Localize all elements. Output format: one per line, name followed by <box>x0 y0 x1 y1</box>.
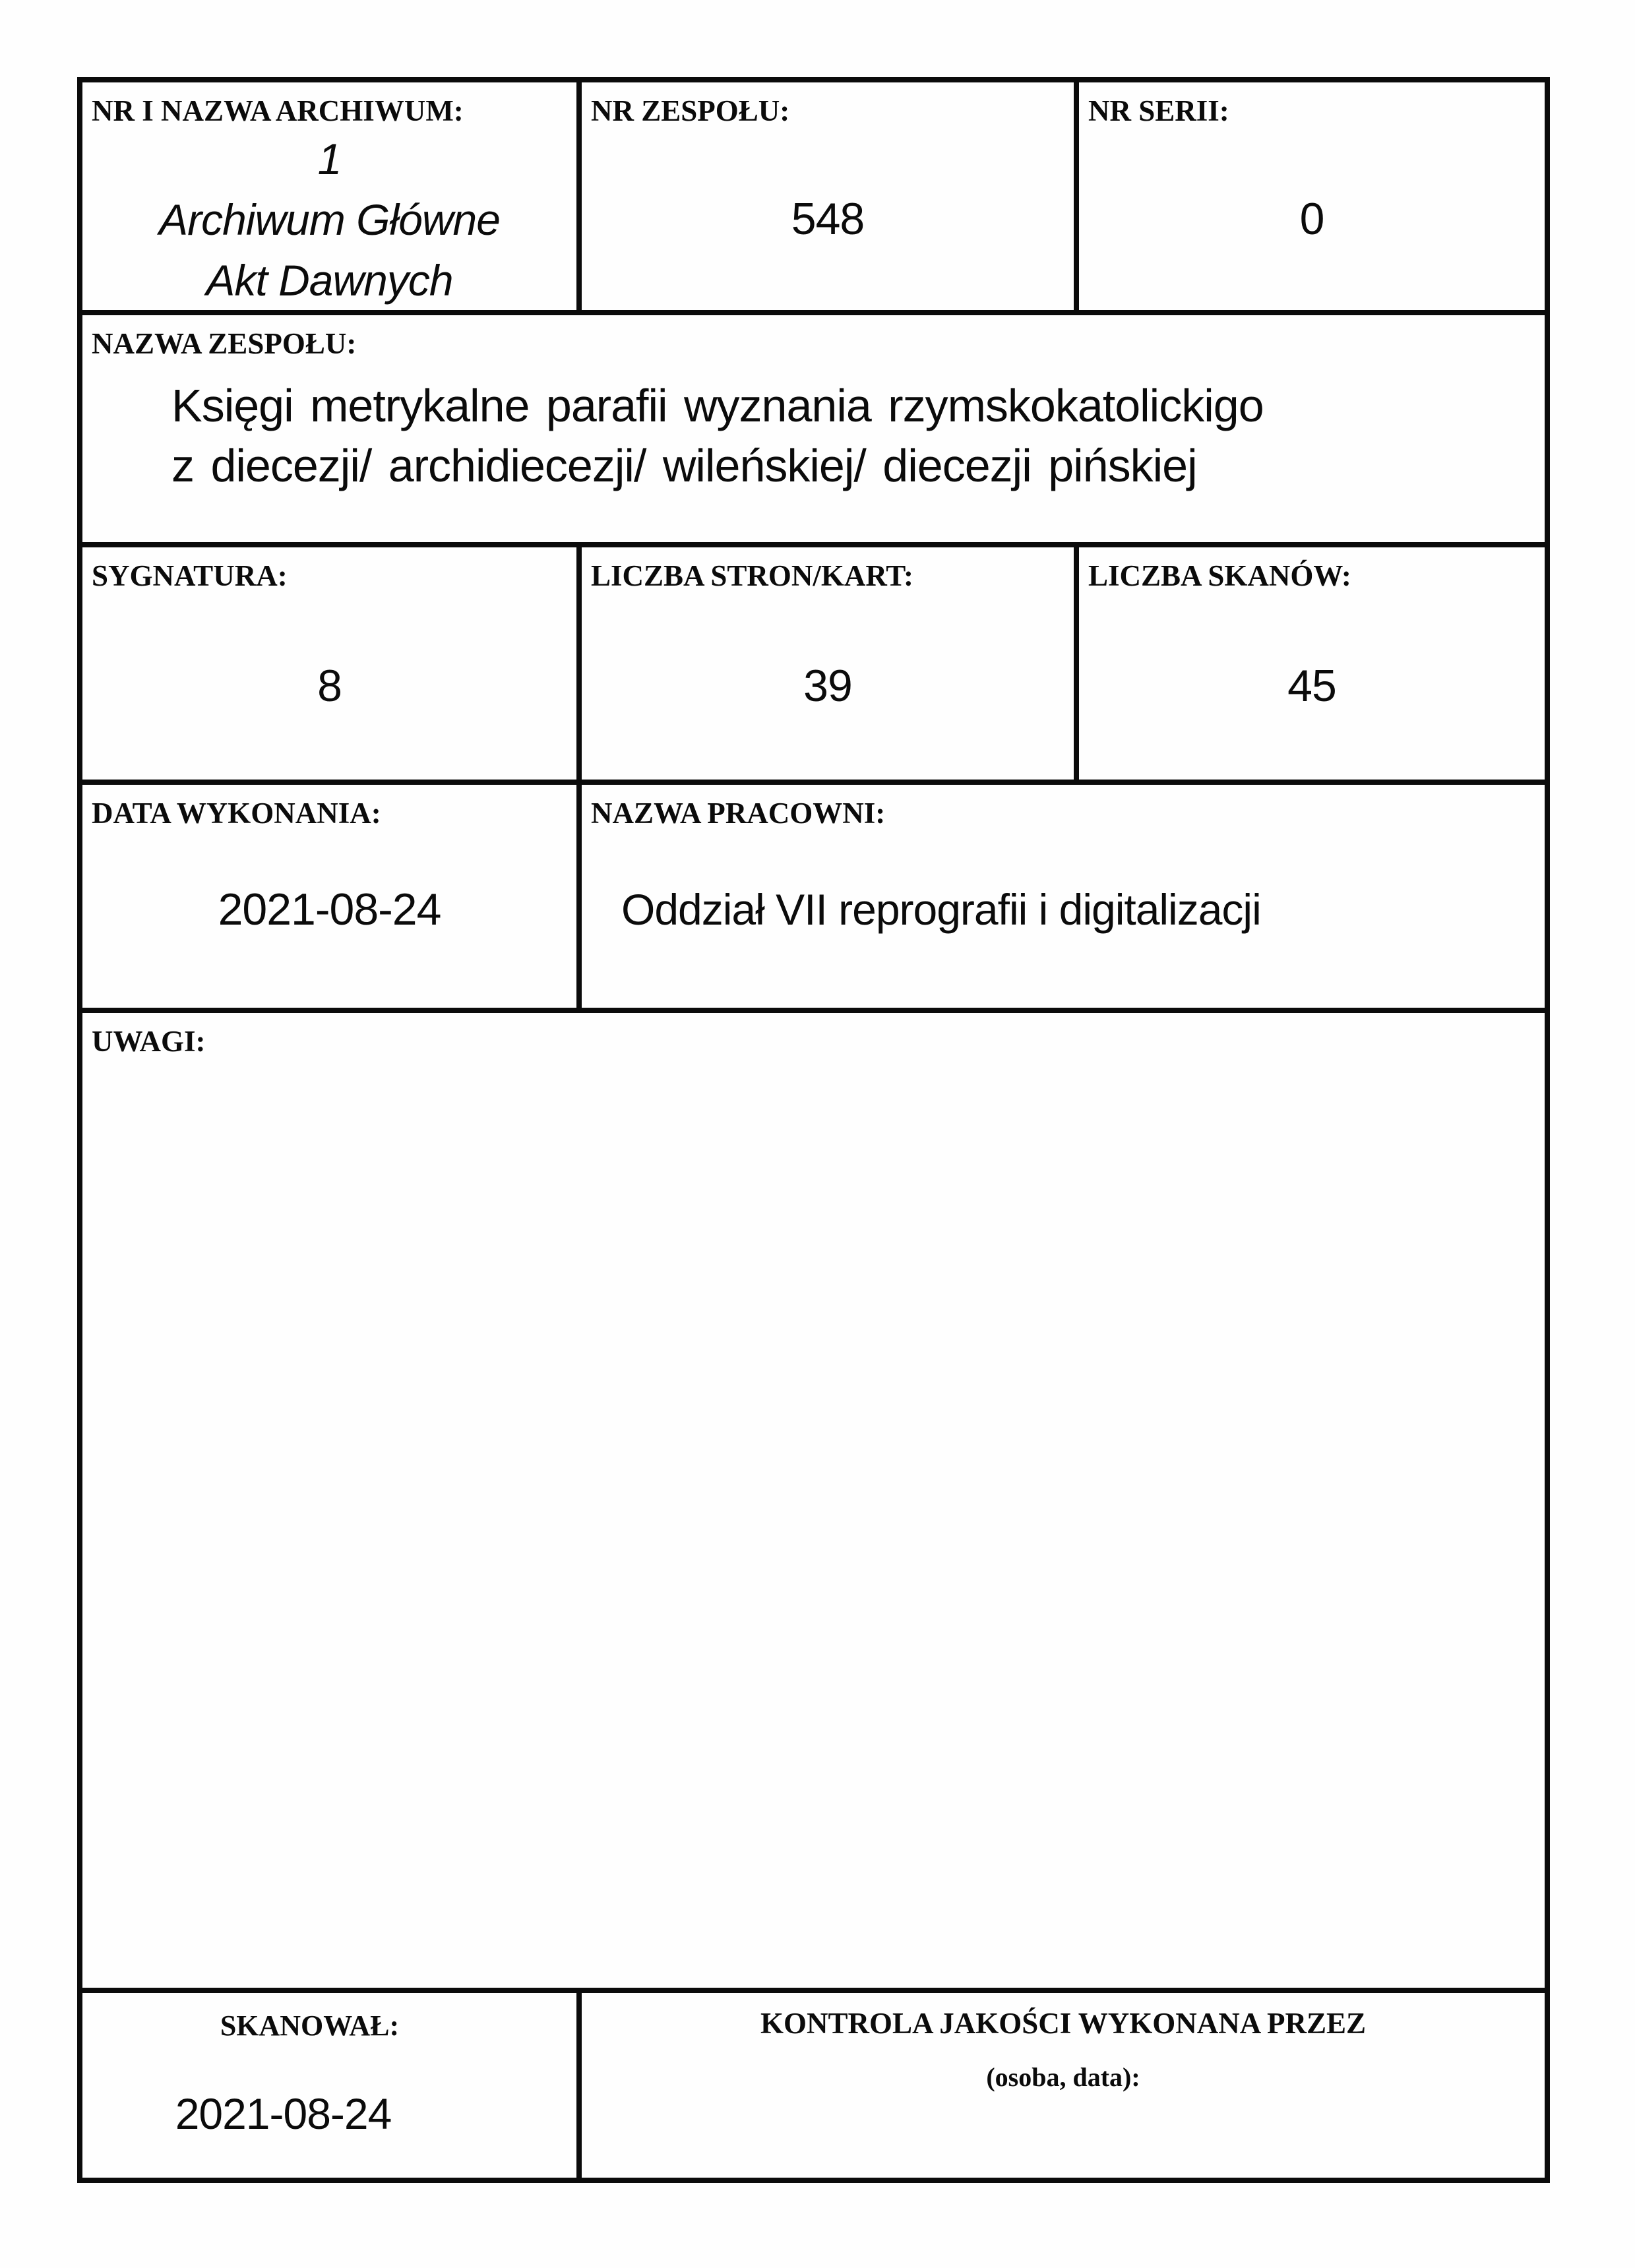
archive-label: NR I NAZWA ARCHIWUM: <box>92 94 464 127</box>
cell-workshop <box>576 785 1545 1008</box>
cell-fonds-number <box>576 82 1074 310</box>
notes-label: UWAGI: <box>92 1025 206 1058</box>
cell-execution-date <box>82 785 576 1008</box>
cell-fonds-name <box>82 315 1545 542</box>
cell-scans-count <box>1074 547 1545 780</box>
pages-count-label: LICZBA STRON/KART: <box>591 559 913 592</box>
workshop-value: Oddział VII reprografii i digitalizacji <box>621 884 1261 934</box>
cell-signature <box>82 547 576 780</box>
archive-name-line2: Akt Dawnych <box>206 255 453 305</box>
cell-quality-control <box>576 1993 1545 2178</box>
row-scan-qc <box>82 1993 1545 2178</box>
fonds-name-text <box>82 361 1545 496</box>
fonds-name-label: NAZWA ZESPOŁU: <box>92 327 357 360</box>
cell-pages-count <box>576 547 1074 780</box>
cell-notes <box>82 1013 1545 1988</box>
cell-archive-name <box>82 82 576 310</box>
row-date-workshop <box>82 785 1545 1013</box>
cell-scanned-by <box>82 1993 576 2178</box>
fonds-name-line1: Księgi metrykalne parafii wyznania rzymskokatolickigo <box>171 379 1264 431</box>
series-number-label: NR SERII: <box>1088 94 1229 127</box>
scans-count-value: 45 <box>1287 661 1336 712</box>
row-fonds-name <box>82 315 1545 547</box>
row-notes <box>82 1013 1545 1993</box>
scanned-by-label: SKANOWAŁ: <box>220 2009 400 2042</box>
quality-control-label-line1: KONTROLA JAKOŚCI WYKONANA PRZEZ <box>760 2007 1367 2040</box>
archive-number-value: 1 <box>317 134 342 183</box>
archive-value-block <box>82 129 576 310</box>
series-number-value: 0 <box>1299 193 1324 244</box>
archival-metadata-table <box>77 77 1550 2183</box>
fonds-number-label: NR ZESPOŁU: <box>591 94 790 127</box>
workshop-label: NAZWA PRACOWNI: <box>591 797 886 830</box>
row-signature-counts <box>82 547 1545 785</box>
row-archive-info <box>82 82 1545 315</box>
scanned-by-date: 2021-08-24 <box>175 2089 392 2138</box>
cell-series-number <box>1074 82 1545 310</box>
fonds-number-value: 548 <box>791 193 865 244</box>
execution-date-value: 2021-08-24 <box>218 884 441 935</box>
pages-count-value: 39 <box>803 661 852 712</box>
signature-label: SYGNATURA: <box>92 559 288 592</box>
signature-value: 8 <box>317 661 342 712</box>
scans-count-label: LICZBA SKANÓW: <box>1088 559 1351 592</box>
archive-name-line1: Archiwum Główne <box>159 195 500 244</box>
fonds-name-line2: z diecezji/ archidiecezji/ wileńskiej/ diecezji pińskiej <box>171 439 1197 491</box>
execution-date-label: DATA WYKONANIA: <box>92 797 381 830</box>
quality-control-label-line2: (osoba, data): <box>986 2062 1140 2092</box>
